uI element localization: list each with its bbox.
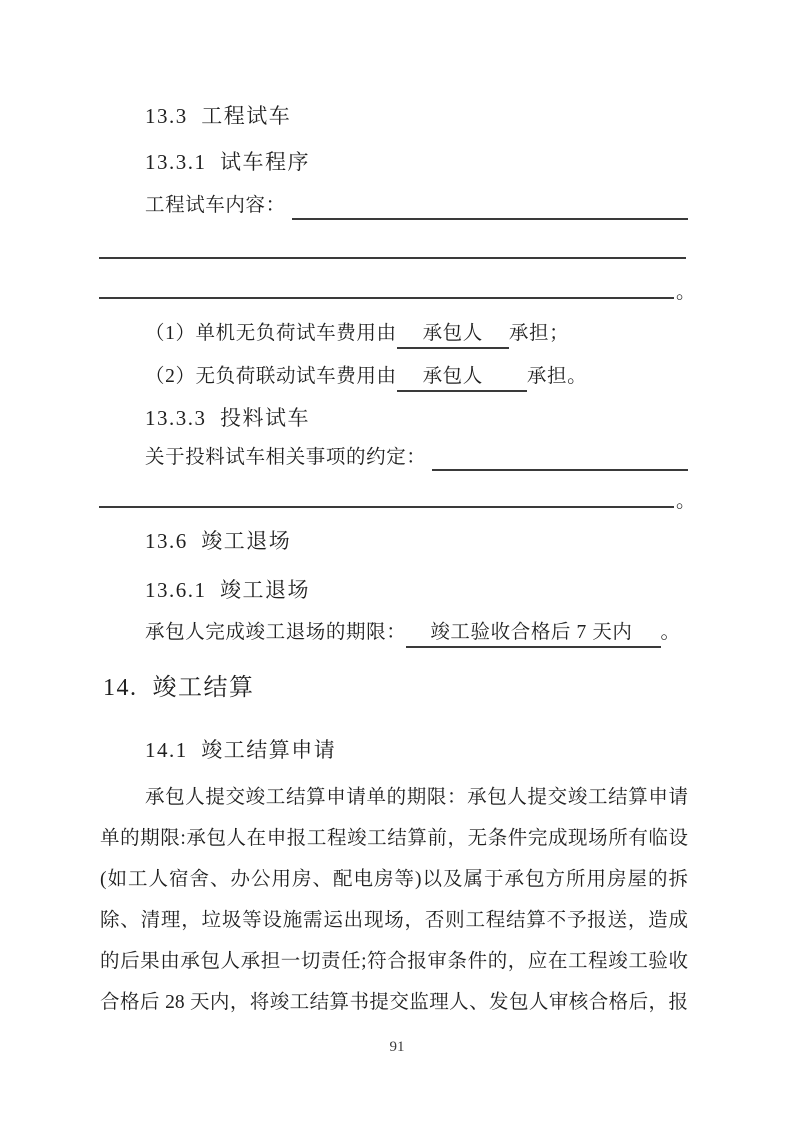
test-content-label: 工程试车内容： (145, 195, 286, 216)
agreement-row (145, 444, 688, 471)
test-content-row (145, 192, 688, 220)
test-content-blank (292, 218, 688, 220)
item-1-suffix: 承担； (508, 323, 570, 344)
heading-14: 14. 竣工结算 (103, 675, 255, 701)
item-2-row (145, 363, 587, 392)
settlement-paragraph (100, 777, 688, 1023)
item-1-row (145, 320, 569, 349)
blank-line-2 (99, 297, 674, 299)
retreat-suffix: 。 (660, 622, 681, 643)
blank-line-1 (99, 257, 686, 259)
retreat-deadline-row (145, 619, 681, 648)
paragraph-line: 单的期限:承包人在申报工程竣工结算前，无条件完成现场所有临设 (100, 828, 688, 849)
heading-13-3: 13.3 工程试车 (145, 104, 292, 128)
paragraph-line: 的后果由承包人承担一切责任;符合报审条件的，应在工程竣工验收 (100, 951, 688, 972)
item-2-prefix: （2）无负荷联动试车费用由 (145, 366, 397, 387)
heading-13-3-1: 13.3.1 试车程序 (145, 150, 310, 174)
blank-line-3-period: 。 (676, 491, 696, 512)
item-2-fill-contractor: 承包人 (397, 363, 527, 392)
paragraph-line: 除、清理，垃圾等设施需运出现场，否则工程结算不予报送，造成 (100, 910, 688, 931)
agreement-blank (432, 469, 688, 471)
agreement-label: 关于投料试车相关事项的约定： (145, 447, 427, 468)
retreat-fill-deadline: 竣工验收合格后 7 天内 (406, 619, 660, 648)
paragraph-line: 合格后 28 天内，将竣工结算书提交监理人、发包人审核合格后，报 (100, 992, 688, 1013)
item-2-suffix: 承担。 (526, 366, 588, 387)
paragraph-line: 承包人提交竣工结算申请单的期限：承包人提交竣工结算申请 (145, 787, 688, 808)
heading-14-1: 14.1 竣工结算申请 (145, 738, 337, 762)
item-1-prefix: （1）单机无负荷试车费用由 (145, 323, 397, 344)
blank-line-3 (99, 506, 674, 508)
blank-line-2-period: 。 (676, 282, 696, 303)
retreat-prefix: 承包人完成竣工退场的期限： (145, 622, 407, 643)
heading-13-3-3: 13.3.3 投料试车 (145, 406, 310, 430)
heading-13-6: 13.6 竣工退场 (145, 529, 292, 553)
item-1-fill-contractor: 承包人 (397, 320, 509, 349)
paragraph-line: (如工人宿舍、办公用房、配电房等)以及属于承包方所用房屋的拆 (100, 869, 688, 890)
heading-13-6-1: 13.6.1 竣工退场 (145, 578, 310, 602)
page-number: 91 (389, 1039, 405, 1055)
